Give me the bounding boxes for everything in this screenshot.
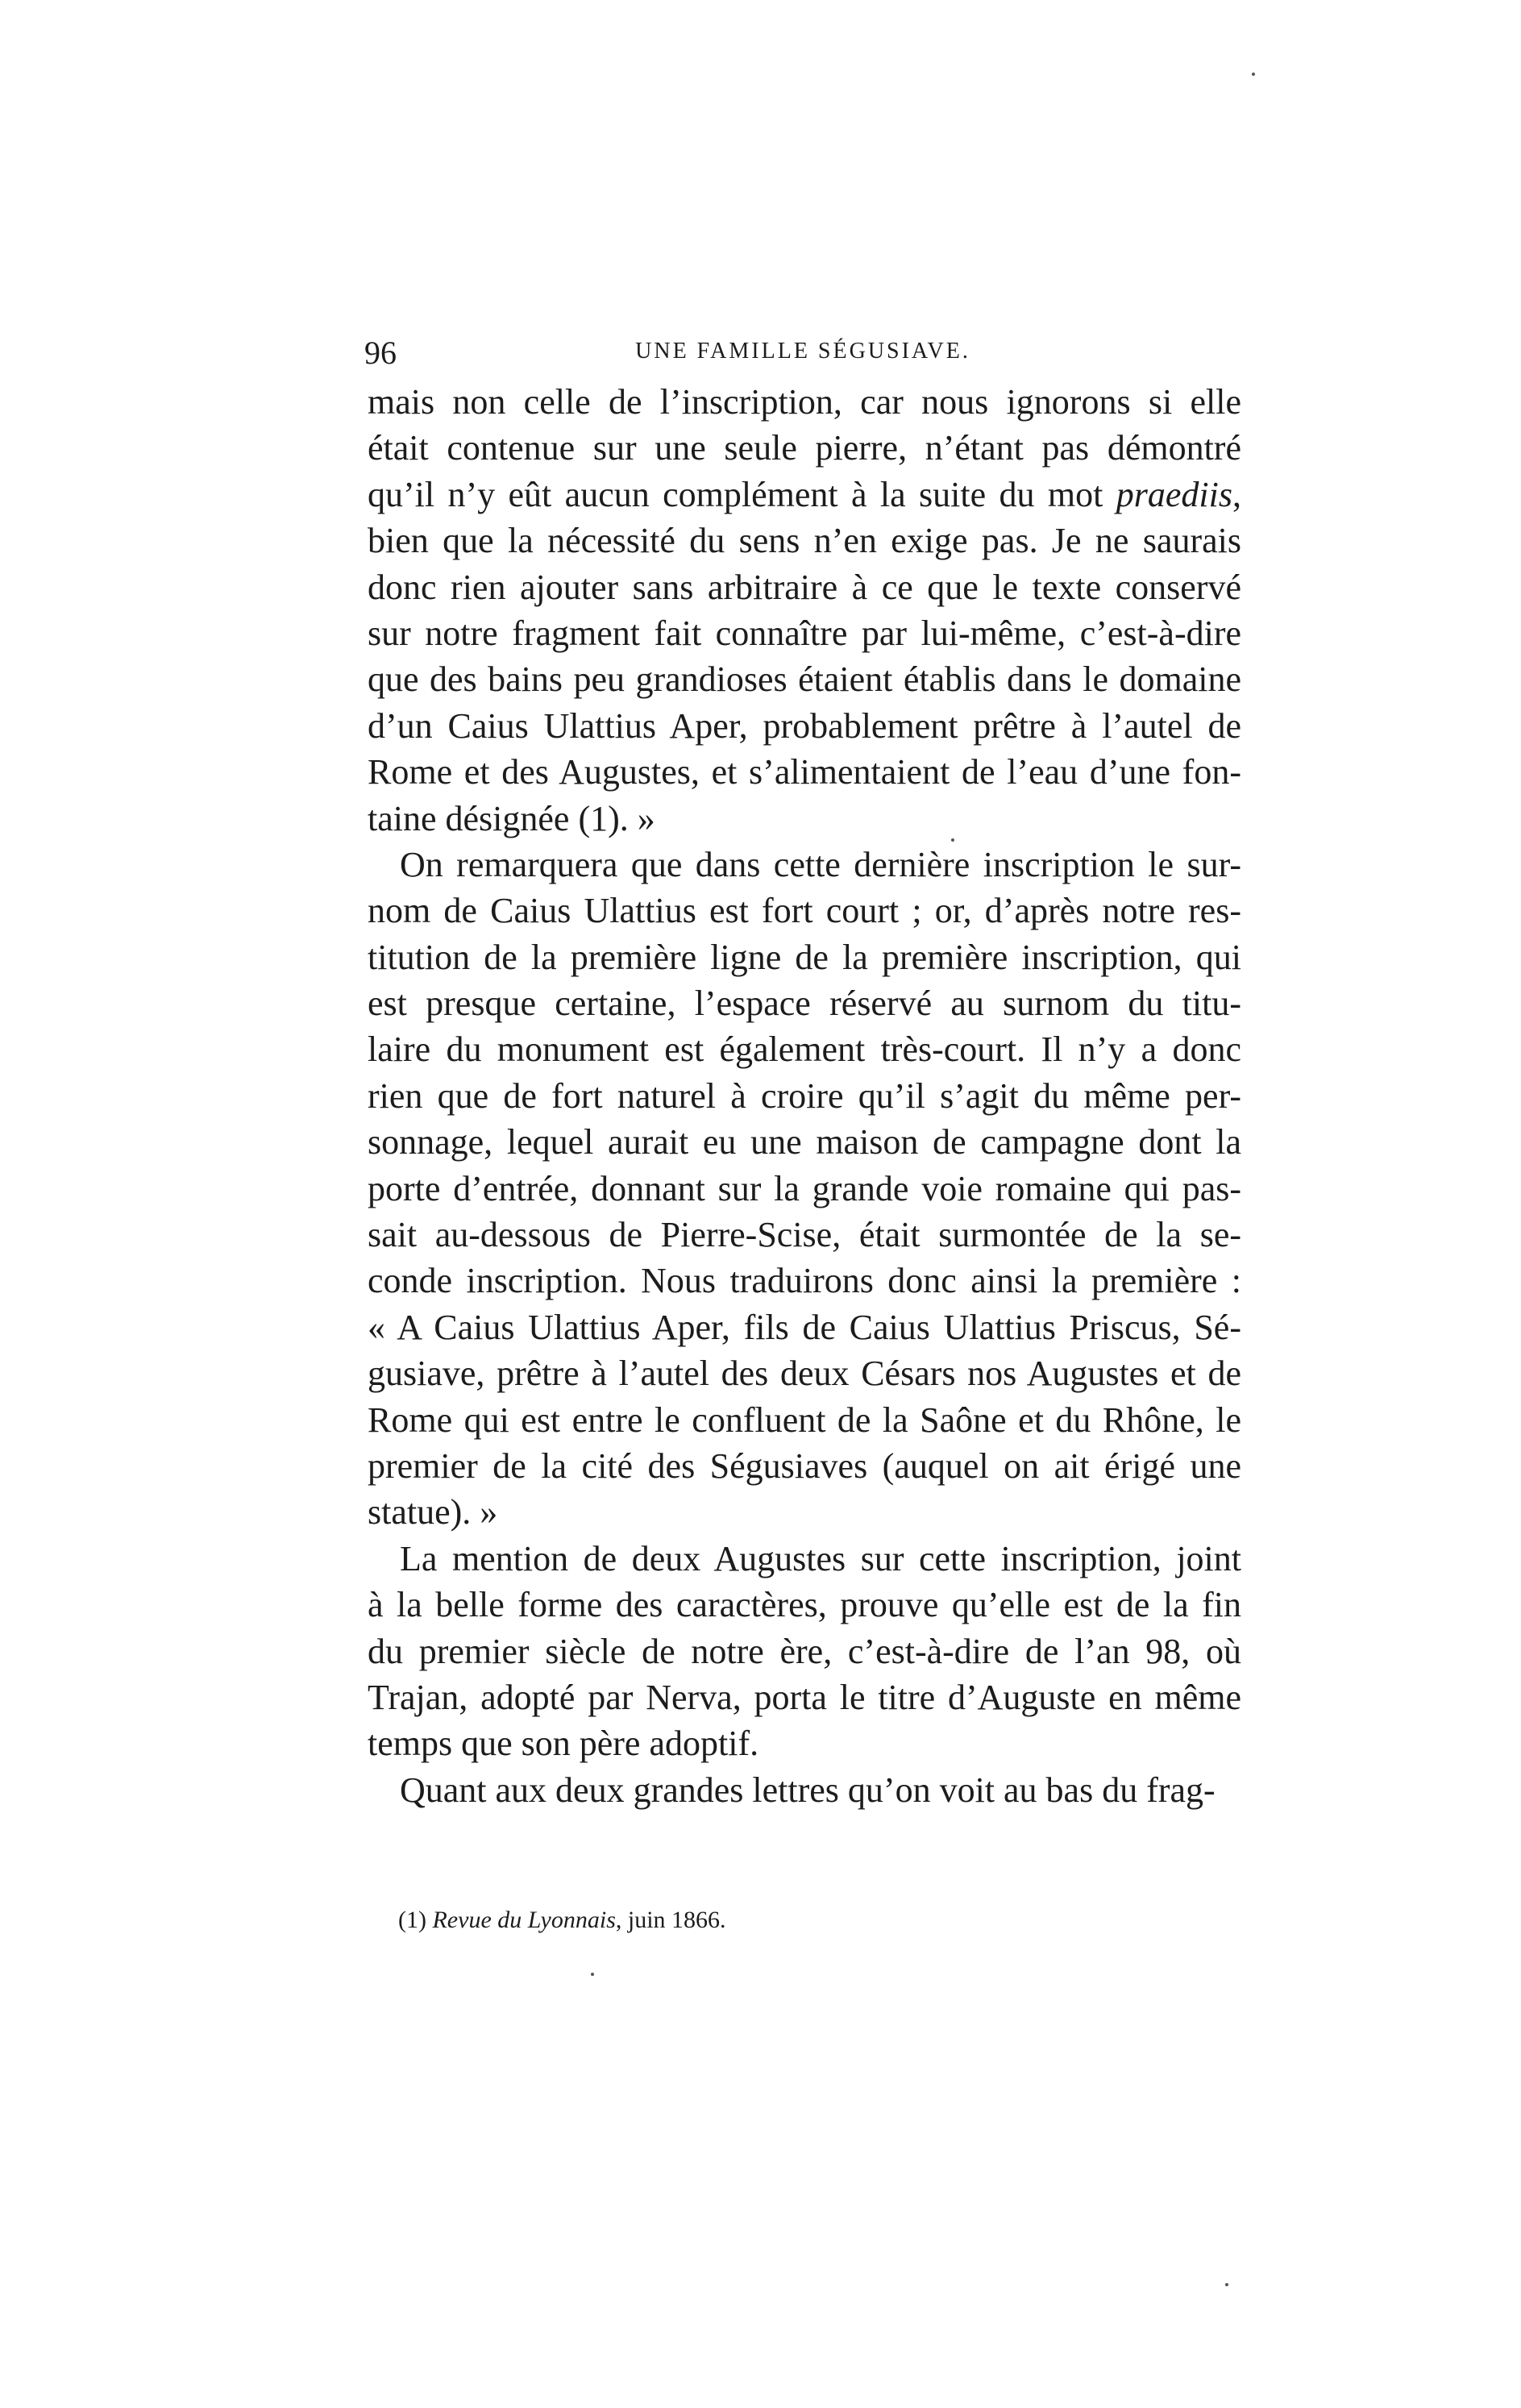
text-segment: sait au-dessous de Pierre-Scise, était surmontée de la se- [368,1215,1241,1255]
text-segment: rien que de fort naturel à croire qu’il s’agit du même per- [368,1075,1241,1116]
text-segment: sonnage, lequel aurait eu une maison de campagne dont la [368,1122,1241,1162]
text-line [368,934,1241,980]
italic-text: praediis [1116,474,1232,514]
scan-speck [951,838,954,842]
text-line [368,1720,1241,1766]
text-line [368,749,1241,795]
text-line [368,1767,1241,1813]
footnote [398,1907,726,1934]
scan-speck [591,1973,594,1976]
text-segment: taine désignée (1). » [368,798,655,838]
paragraph [368,1536,1241,1767]
text-line [368,1397,1241,1443]
text-segment: bien que la nécessité du sens n’en exige pas. Je ne saurais [368,521,1241,561]
text-segment: mais non celle de l’inscription, car nous ignorons si elle [368,382,1241,422]
text-line [368,1489,1241,1535]
text-line [368,610,1241,656]
paragraph [368,379,1241,842]
running-title: UNE FAMILLE SÉGUSIAVE. [635,339,970,364]
text-line [368,1628,1241,1674]
text-segment: était contenue sur une seule pierre, n’étant pas démontré [368,428,1241,468]
text-segment: donc rien ajouter sans arbitraire à ce que le texte conservé [368,567,1241,607]
text-segment: titution de la première ligne de la première inscription, qui [368,937,1241,977]
text-segment: Rome et des Augustes, et s’alimentaient de l’eau d’une fon- [368,752,1241,792]
text-segment: d’un Caius Ulattius Aper, probablement prêtre à l’autel de [368,705,1241,746]
text-segment: qu’il n’y eût aucun complément à la suite du mot [368,474,1116,514]
paragraph [368,842,1241,1536]
text-line [368,1166,1241,1212]
text-line [368,1350,1241,1396]
text-line [368,1582,1241,1628]
text-line [368,1212,1241,1258]
text-segment: nom de Caius Ulattius est fort court ; or, d’après notre res- [368,891,1241,931]
text-line [368,1258,1241,1304]
text-segment: « A Caius Ulattius Aper, fils de Caius Ulattius Priscus, Sé- [368,1307,1241,1347]
footnote-marker: (1) [398,1907,433,1933]
text-segment: , [1232,474,1241,514]
text-line [368,425,1241,471]
text-segment: sur notre fragment fait connaître par lui-même, c’est-à-dire [368,613,1241,653]
text-segment: à la belle forme des caractères, prouve qu’elle est de la fin [368,1585,1241,1625]
paragraph [368,1767,1241,1813]
text-segment: gusiave, prêtre à l’autel des deux Césars nos Augustes et de [368,1354,1241,1394]
text-segment: Rome qui est entre le confluent de la Saône et du Rhône, le [368,1399,1241,1440]
scan-speck [1225,2283,1228,2286]
text-line [368,703,1241,749]
page-header [364,331,1241,379]
text-line [368,1536,1241,1582]
body-text [368,379,1241,1813]
text-segment: conde inscription. Nous traduirons donc ainsi la première : [368,1261,1241,1301]
text-segment: Trajan, adopté par Nerva, porta le titre d’Auguste en même [368,1677,1241,1717]
footnote-source: Revue du Lyonnais [432,1907,616,1933]
text-line [368,1026,1241,1072]
footnote-date: , juin 1866. [615,1907,726,1933]
text-segment: Quant aux deux grandes lettres qu’on voit au bas du frag- [400,1770,1216,1810]
text-line [368,1073,1241,1119]
text-line [368,1119,1241,1165]
text-segment: porte d’entrée, donnant sur la grande voie romaine qui pas- [368,1168,1241,1208]
text-segment: est presque certaine, l’espace réservé au surnom du titu- [368,984,1241,1024]
text-line [368,379,1241,425]
text-segment: La mention de deux Augustes sur cette inscription, joint [400,1538,1241,1578]
text-line [368,796,1241,842]
text-line [368,1674,1241,1720]
text-segment: temps que son père adoptif. [368,1724,759,1764]
text-segment: que des bains peu grandioses étaient établis dans le domaine [368,659,1241,700]
text-segment: premier de la cité des Ségusiaves (auquel on ait érigé une [368,1445,1241,1486]
text-segment: statue). » [368,1492,498,1533]
page-number: 96 [364,335,397,371]
text-line [368,564,1241,610]
text-line [368,656,1241,702]
text-line [368,1443,1241,1489]
scan-speck [1252,73,1255,76]
text-segment: On remarquera que dans cette dernière inscription le sur- [400,844,1241,884]
text-line [368,518,1241,564]
text-line [368,888,1241,934]
text-line [368,472,1241,518]
text-line [368,980,1241,1026]
text-segment: laire du monument est également très-court. Il n’y a donc [368,1029,1241,1070]
text-segment: du premier siècle de notre ère, c’est-à-dire de l’an 98, où [368,1631,1241,1671]
text-line [368,842,1241,888]
text-line [368,1304,1241,1350]
